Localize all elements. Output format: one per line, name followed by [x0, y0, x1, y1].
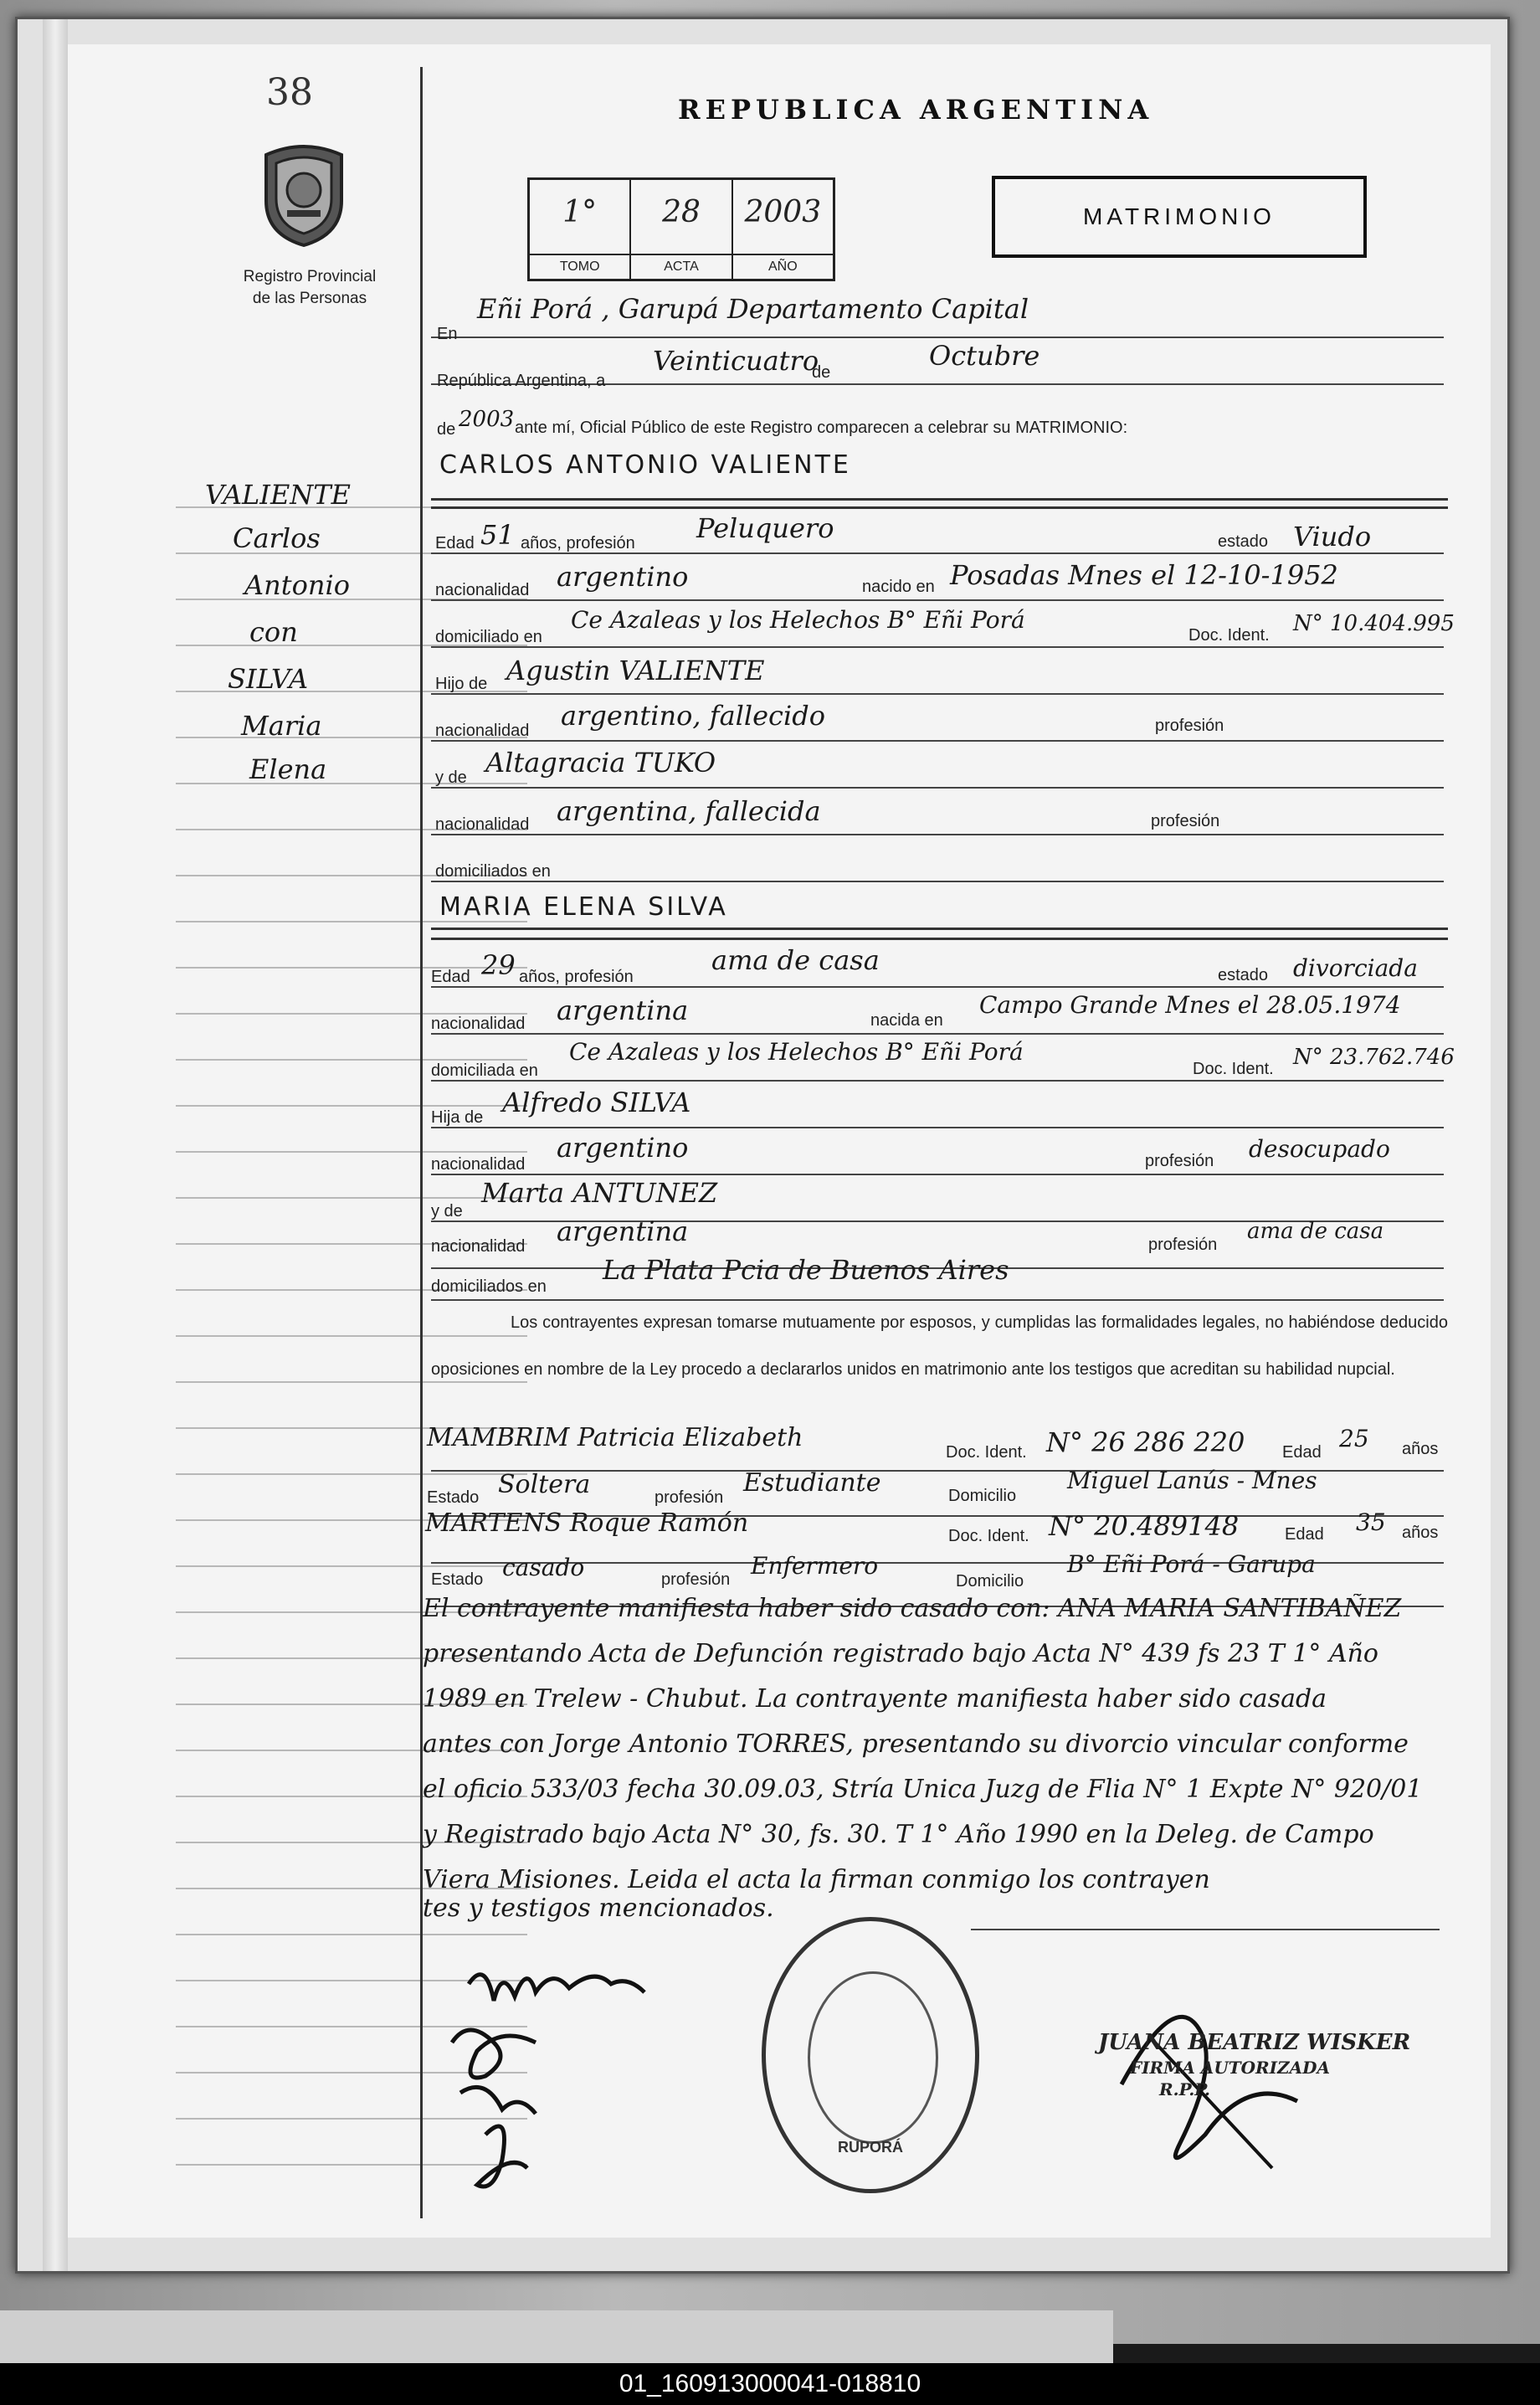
witness1-status: Soltera [498, 1470, 591, 1499]
bride-nationality: argentina [557, 994, 689, 1026]
bride-label-doc: Doc. Ident. [1193, 1060, 1274, 1078]
groom-label-profesion-3: profesión [1151, 812, 1220, 830]
registry-line-1: Registro Provincial [243, 268, 377, 285]
margin-note-5: SILVA [228, 663, 309, 695]
witness1-label-edad: Edad [1282, 1443, 1322, 1462]
section-rule [431, 498, 1448, 501]
stamp-text: RUPORÁ [837, 2139, 903, 2156]
bride-doc: N° 23.762.746 [1293, 1045, 1455, 1070]
country-heading: REPUBLICA ARGENTINA [678, 94, 1154, 126]
witness2-profession: Enfermero [751, 1552, 879, 1580]
witness1-label-estado: Estado [427, 1488, 480, 1507]
tomo-value: 1° [562, 195, 598, 229]
groom-label-doc: Doc. Ident. [1188, 626, 1270, 645]
witness2-name: MARTENS Roque Ramón [425, 1508, 749, 1538]
groom-label-domiciliados: domiciliados en [435, 862, 551, 881]
bride-status: divorciada [1293, 954, 1418, 982]
witness1-age: 25 [1339, 1425, 1369, 1452]
groom-label-nacionalidad-2: nacionalidad [435, 722, 530, 740]
label-en: En [437, 325, 458, 343]
bride-label-hija: Hija de [431, 1108, 484, 1127]
groom-label-edad: Edad [435, 534, 475, 552]
witness2-age: 35 [1356, 1508, 1386, 1536]
witness2-doc: N° 20.489148 [1049, 1510, 1240, 1542]
acta-cell [631, 180, 732, 279]
bride-mother-profession: ama de casa [1247, 1219, 1384, 1244]
observation-line: y Registrado bajo Acta N° 30, fs. 30. T 1° Año 1990 en la Deleg. de Campo [423, 1820, 1374, 1849]
bride-label-nacionalidad-2: nacionalidad [431, 1155, 526, 1174]
margin-note-3: Antonio [244, 569, 350, 601]
section-rule [431, 928, 1448, 930]
groom-nationality: argentino [557, 561, 689, 593]
scan-filename: 01_160913000041-018810 [0, 2363, 1540, 2405]
bride-label-profesion: años, profesión [519, 968, 634, 986]
bride-mother: Marta ANTUNEZ [481, 1177, 718, 1209]
bride-label-nacida: nacida en [870, 1011, 943, 1030]
witness2-label-estado: Estado [431, 1570, 484, 1589]
witness1-profession: Estudiante [743, 1468, 881, 1498]
place-value: Eñi Porá , Garupá Departamento Capital [477, 293, 1029, 325]
label-de: de [812, 363, 831, 382]
margin-note-1: VALIENTE [205, 479, 351, 511]
groom-label-yde: y de [435, 768, 467, 787]
groom-status: Viudo [1293, 521, 1372, 552]
witness2-label-profesion: profesión [661, 1570, 731, 1589]
label-de-2: de [437, 420, 456, 439]
margin-rule [176, 1565, 527, 1567]
bride-birth: Campo Grande Mnes el 28.05.1974 [979, 991, 1401, 1019]
ano-value: 2003 [744, 195, 822, 229]
observation-line: antes con Jorge Antonio TORRES, presentando su divorcio vincular conforme [423, 1729, 1409, 1759]
margin-column [117, 33, 418, 2210]
tomo-cell [530, 180, 631, 279]
margin-rule [176, 1934, 527, 1935]
ano-cell [733, 180, 833, 279]
bride-label-profesion-3: profesión [1148, 1236, 1218, 1254]
section-rule [431, 506, 1448, 509]
witness1-doc: N° 26 286 220 [1046, 1426, 1245, 1458]
groom-profession: Peluquero [696, 512, 834, 544]
label-republica: República Argentina, a [437, 372, 606, 390]
witness1-address: Miguel Lanús - Mnes [1067, 1467, 1317, 1494]
groom-label-profesion: años, profesión [521, 534, 635, 552]
registry-name [209, 266, 410, 310]
witness2-label-edad: Edad [1285, 1525, 1324, 1544]
bride-address: Ce Azaleas y los Helechos B° Eñi Porá [569, 1038, 1024, 1066]
margin-rule [176, 1473, 527, 1475]
margin-note-2: Carlos [233, 522, 321, 554]
bride-name: MARIA ELENA SILVA [439, 892, 728, 922]
bride-label-nacionalidad-3: nacionalidad [431, 1237, 526, 1256]
bride-label-edad: Edad [431, 968, 470, 986]
witness1-name: MAMBRIM Patricia Elizabeth [427, 1423, 803, 1452]
groom-father: Agustin VALIENTE [506, 655, 765, 686]
groom-line-8 [431, 847, 1444, 882]
groom-label-profesion-2: profesión [1155, 717, 1224, 735]
folio-number: 38 [266, 71, 313, 114]
observation-line: tes y testigos mencionados. [423, 1894, 774, 1923]
groom-mother-nationality: argentina, fallecida [557, 795, 821, 827]
groom-father-nationality: argentino, fallecido [561, 700, 825, 732]
official-signatory-office: R.P.P. [1159, 2079, 1210, 2099]
margin-note-7: Elena [249, 753, 327, 785]
groom-label-domicilio: domiciliado en [435, 628, 542, 646]
official-stamp [762, 1917, 979, 2193]
groom-label-hijo: Hijo de [435, 675, 488, 693]
official-signatory-role: FIRMA AUTORIZADA [1130, 2058, 1331, 2078]
day-value: Veinticuatro [653, 345, 819, 377]
witness2-label-doc: Doc. Ident. [948, 1527, 1029, 1545]
observation-closing-rule [971, 1895, 1440, 1930]
groom-birth: Posadas Mnes el 12-10-1952 [950, 559, 1338, 591]
ano-label: AÑO [733, 254, 833, 279]
observation-line: el oficio 533/03 fecha 30.09.03, Stría Unica Juzg de Flia N° 1 Expte N° 920/01 [423, 1775, 1423, 1804]
bride-father-profession: desocupado [1249, 1135, 1390, 1163]
record-number-box [527, 177, 835, 281]
groom-age: 51 [480, 519, 515, 551]
acta-value: 28 [662, 195, 701, 229]
observation-line: presentando Acta de Defunción registrado bajo Acta N° 439 fs 23 T 1° Año [423, 1639, 1378, 1668]
tomo-label: TOMO [530, 254, 629, 279]
bride-label-estado: estado [1218, 966, 1269, 984]
witness1-label-doc: Doc. Ident. [946, 1443, 1027, 1462]
witness2-label-anos: años [1402, 1524, 1439, 1542]
witness2-label-domicilio: Domicilio [956, 1572, 1024, 1590]
groom-name: CARLOS ANTONIO VALIENTE [439, 450, 851, 480]
groom-label-nacionalidad-3: nacionalidad [435, 815, 530, 834]
stamp-inner-ring [808, 1971, 938, 2144]
registry-line-2: de las Personas [252, 290, 367, 307]
bride-age: 29 [481, 949, 516, 981]
groom-label-estado: estado [1218, 532, 1269, 551]
bride-profession: ama de casa [711, 944, 880, 976]
month-value: Octubre [929, 340, 1040, 372]
record-type-box: MATRIMONIO [992, 176, 1367, 258]
groom-address: Ce Azaleas y los Helechos B° Eñi Porá [571, 606, 1025, 634]
groom-label-nacido: nacido en [862, 578, 935, 596]
year-value: 2003 [459, 407, 515, 432]
observation-line: Viera Misiones. Leida el acta la firman conmigo los contrayen [423, 1865, 1210, 1894]
witness2-address: B° Eñi Porá - Garupa [1067, 1550, 1316, 1578]
declaration-text: Los contrayentes expresan tomarse mutuamente por esposos, y cumplidas las formalidades legales, no habiéndose deducido oposiciones en nombre de la Ley procedo a declararlos unidos en matrimonio ante los testigos que acreditan su habilidad nupcial. [431, 1313, 1448, 1379]
observation-line: 1989 en Trelew - Chubut. La contrayente manifiesta haber sido casada [423, 1684, 1327, 1714]
bride-label-domicilio: domiciliada en [431, 1061, 538, 1080]
provincial-seal-icon [258, 138, 350, 247]
witness2-status: casado [502, 1554, 585, 1581]
signatures-scribble-icon [435, 1950, 703, 2202]
margin-note-6: Maria [241, 710, 322, 742]
groom-mother: Altagracia TUKO [485, 747, 716, 779]
official-signatory-name: JUANA BEATRIZ WISKER [1098, 2030, 1411, 2055]
observation-line: El contrayente manifiesta haber sido casado con: ANA MARIA SANTIBAÑEZ [423, 1594, 1402, 1623]
section-rule [431, 938, 1448, 940]
acta-label: ACTA [631, 254, 731, 279]
bride-label-nacionalidad: nacionalidad [431, 1015, 526, 1033]
bride-father-nationality: argentino [557, 1132, 689, 1164]
official-signature-scribble-icon [1105, 1976, 1322, 2185]
bride-label-yde: y de [431, 1202, 463, 1220]
book-spine [43, 19, 68, 2271]
bride-father: Alfredo SILVA [502, 1087, 691, 1118]
bride-label-domiciliados: domiciliados en [431, 1277, 547, 1296]
intro-statement: ante mí, Oficial Público de este Registro comparecen a celebrar su MATRIMONIO: [515, 419, 1128, 437]
witness1-label-anos: años [1402, 1440, 1439, 1458]
groom-doc: N° 10.404.995 [1293, 611, 1455, 636]
bride-parents-address: La Plata Pcia de Buenos Aires [603, 1254, 1009, 1286]
witness1-label-domicilio: Domicilio [948, 1487, 1017, 1505]
margin-note-4: con [249, 616, 298, 648]
witness1-label-profesion: profesión [654, 1488, 724, 1507]
bride-mother-nationality: argentina [557, 1215, 689, 1247]
groom-label-nacionalidad: nacionalidad [435, 581, 530, 599]
bride-label-profesion-2: profesión [1145, 1152, 1214, 1170]
